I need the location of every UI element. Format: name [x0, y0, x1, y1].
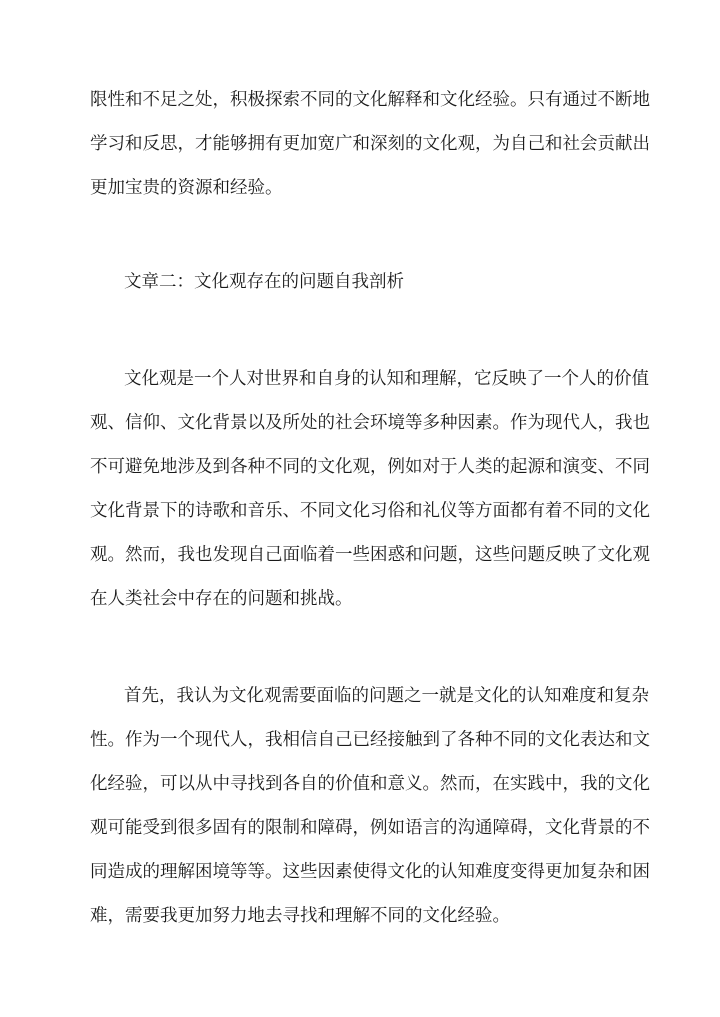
text-line: 观。然而，我也发现自己面临着一些困惑和问题，这些问题反映了文化观 — [90, 545, 650, 565]
text-line: 首先，我认为文化观需要面临的问题之一就是文化的认知难度和复杂 — [124, 686, 649, 706]
text-line: 化经验，可以从中寻找到各自的价值和意义。然而，在实践中，我的文化 — [90, 774, 650, 794]
text-line: 在人类社会中存在的问题和挑战。 — [90, 589, 353, 609]
text-line: 文化观是一个人对世界和自身的认知和理解，它反映了一个人的价值 — [124, 369, 649, 389]
text-line: 限性和不足之处，积极探索不同的文化解释和文化经验。只有通过不断地 — [90, 90, 650, 110]
text-line: 难，需要我更加努力地去寻找和理解不同的文化经验。 — [90, 906, 510, 926]
text-line: 观可能受到很多固有的限制和障碍，例如语言的沟通障碍，文化背景的不 — [90, 818, 650, 838]
text-line: 同造成的理解困境等等。这些因素使得文化的认知难度变得更加复杂和困 — [90, 862, 650, 882]
text-line: 不可避免地涉及到各种不同的文化观，例如对于人类的起源和演变、不同 — [90, 457, 650, 477]
section-heading: 文章二：文化观存在的问题自我剖析 — [124, 272, 404, 292]
text-line: 文化背景下的诗歌和音乐、不同文化习俗和礼仪等方面都有着不同的文化 — [90, 501, 650, 521]
text-line: 观、信仰、文化背景以及所处的社会环境等多种因素。作为现代人，我也 — [90, 413, 650, 433]
text-line: 更加宝贵的资源和经验。 — [90, 178, 283, 198]
text-line: 学习和反思，才能够拥有更加宽广和深刻的文化观，为自己和社会贡献出 — [90, 134, 650, 154]
text-line: 性。作为一个现代人，我相信自己已经接触到了各种不同的文化表达和文 — [90, 730, 650, 750]
